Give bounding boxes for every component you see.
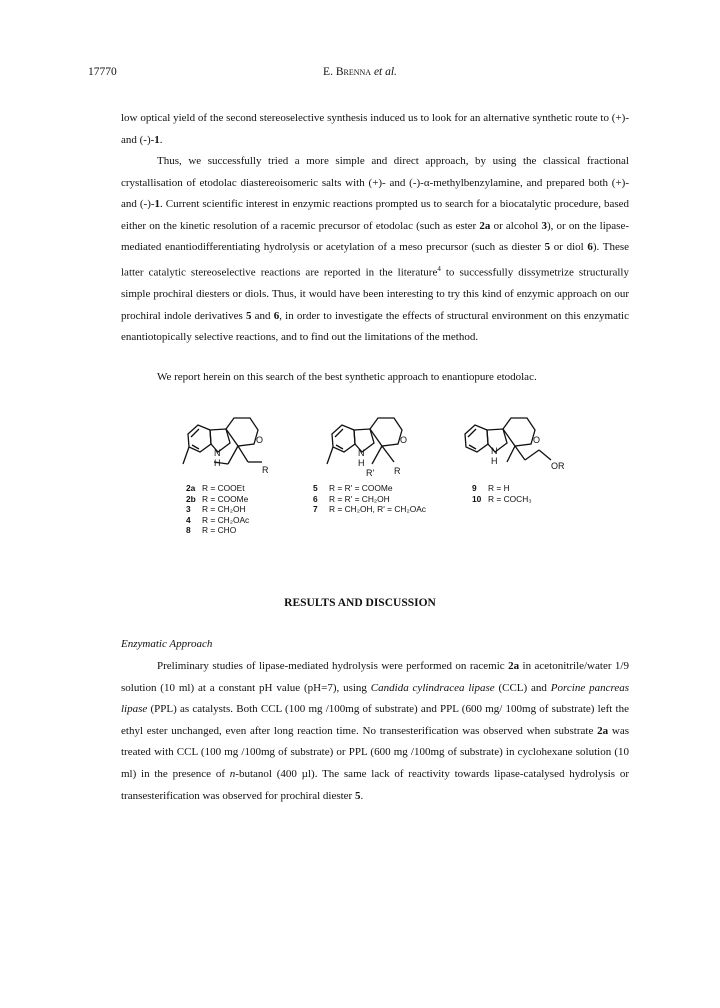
legend-row: 6 R = R' = CH₂OH <box>313 493 390 504</box>
legend-row: 10 R = COCH₃ <box>472 493 532 504</box>
structure-2-8 <box>178 412 278 485</box>
oxygen-label: O <box>400 435 408 445</box>
legend-row: 2a R = COOEt <box>186 483 245 493</box>
legend-compounds-5-7 <box>313 483 426 515</box>
hydrogen-label: H <box>491 456 498 466</box>
structure-9-10 <box>455 412 575 485</box>
r-label: R <box>262 465 269 475</box>
legend-compounds-2-8 <box>186 483 249 536</box>
nitrogen-label: N <box>358 448 365 458</box>
subsection-heading: Enzymatic Approach <box>121 638 213 650</box>
running-header-author: E. Brenna et al. <box>323 66 397 78</box>
nitrogen-label: N <box>491 446 498 456</box>
section-heading: RESULTS AND DISCUSSION <box>284 597 436 609</box>
oxygen-label: O <box>533 435 541 445</box>
results-paragraph: Preliminary studies of lipase-mediated hydrolysis were performed on racemic 2a in acetonitrile/water 1/9 solution (10 ml) at a constant pH value (pH=7), using Candida cylindracea lipase (CCL) and Porcine pancreas lipase (PPL) as catalysts. Both CCL (100 mg /100mg of substrate) and PPL (600 mg/ 100mg of substrate) left the ethyl ester unchanged, even after long reaction time. No transesterification was observed when substrate 2a was treated with CCL (100 mg /100mg of substrate) or PPL (600 mg /100mg of substrate) in cyclohexane solution (10 ml) in the presence of n-butanol (400 µl). The same lack of reactivity towards lipase-catalysed hydrolysis or transesterification was observed for prochiral diester 5. <box>121 660 630 802</box>
structure-5-7 <box>322 412 422 485</box>
nitrogen-label: N <box>214 448 221 458</box>
oxygen-label: O <box>256 435 264 445</box>
hydrogen-label: H <box>358 458 365 468</box>
legend-row: 5 R = R' = COOMe <box>313 483 393 493</box>
legend-row: 9 R = H <box>472 483 510 493</box>
r-label: R <box>394 466 401 476</box>
r-prime-label: R' <box>366 468 375 478</box>
page-number: 17770 <box>88 66 117 78</box>
legend-row: 4 R = CH₂OAc <box>186 514 250 525</box>
intro-paragraph-3: We report herein on this search of the best synthetic approach to enantiopure etodolac. <box>157 371 537 383</box>
legend-row: 8 R = CHO <box>186 525 237 536</box>
hydrogen-label: H <box>214 458 221 468</box>
legend-compounds-9-10 <box>472 483 532 504</box>
legend-row: 2b R = COOMe <box>186 493 249 504</box>
or-label: OR <box>551 461 565 471</box>
legend-row: 7 R = CH₂OH, R' = CH₂OAc <box>313 504 426 515</box>
intro-paragraph-2: Thus, we successfully tried a more simple and direct approach, by using the classical fractional crystallisation of etodolac diastereoisomeric salts with (+)- and (-)-α-methylbenzylamine, and prepared both (+)- and (-)-1. Current scientific interest in enzymic reactions prompted us to search for a biocatalytic procedure, based either on the kinetic resolution of a racemic precursor of etodolac (such as ester 2a or alcohol 3), or on the lipase-mediated enantiodifferentiating hydrolysis or acetylation of a meso precursor (such as diester 5 or diol 6). These latter catalytic stereoselective reactions are reported in the literature$^4$ to successfully dissymetrize structurally simple prochiral diesters or diols. Thus, it would have been interesting to try this kind of enzymic approach on our prochiral indole derivatives 5 and 6, in order to investigate the effects of structural environment on this enzymatic enantiotopically selective reactions, and to find out the limitations of the method. <box>121 155 630 344</box>
intro-paragraph-1: low optical yield of the second stereoselective synthesis induced us to look for an alternative synthetic route to (+)- and (-)-1. <box>121 112 629 146</box>
legend-row: 3 R = CH₂OH <box>186 504 246 515</box>
